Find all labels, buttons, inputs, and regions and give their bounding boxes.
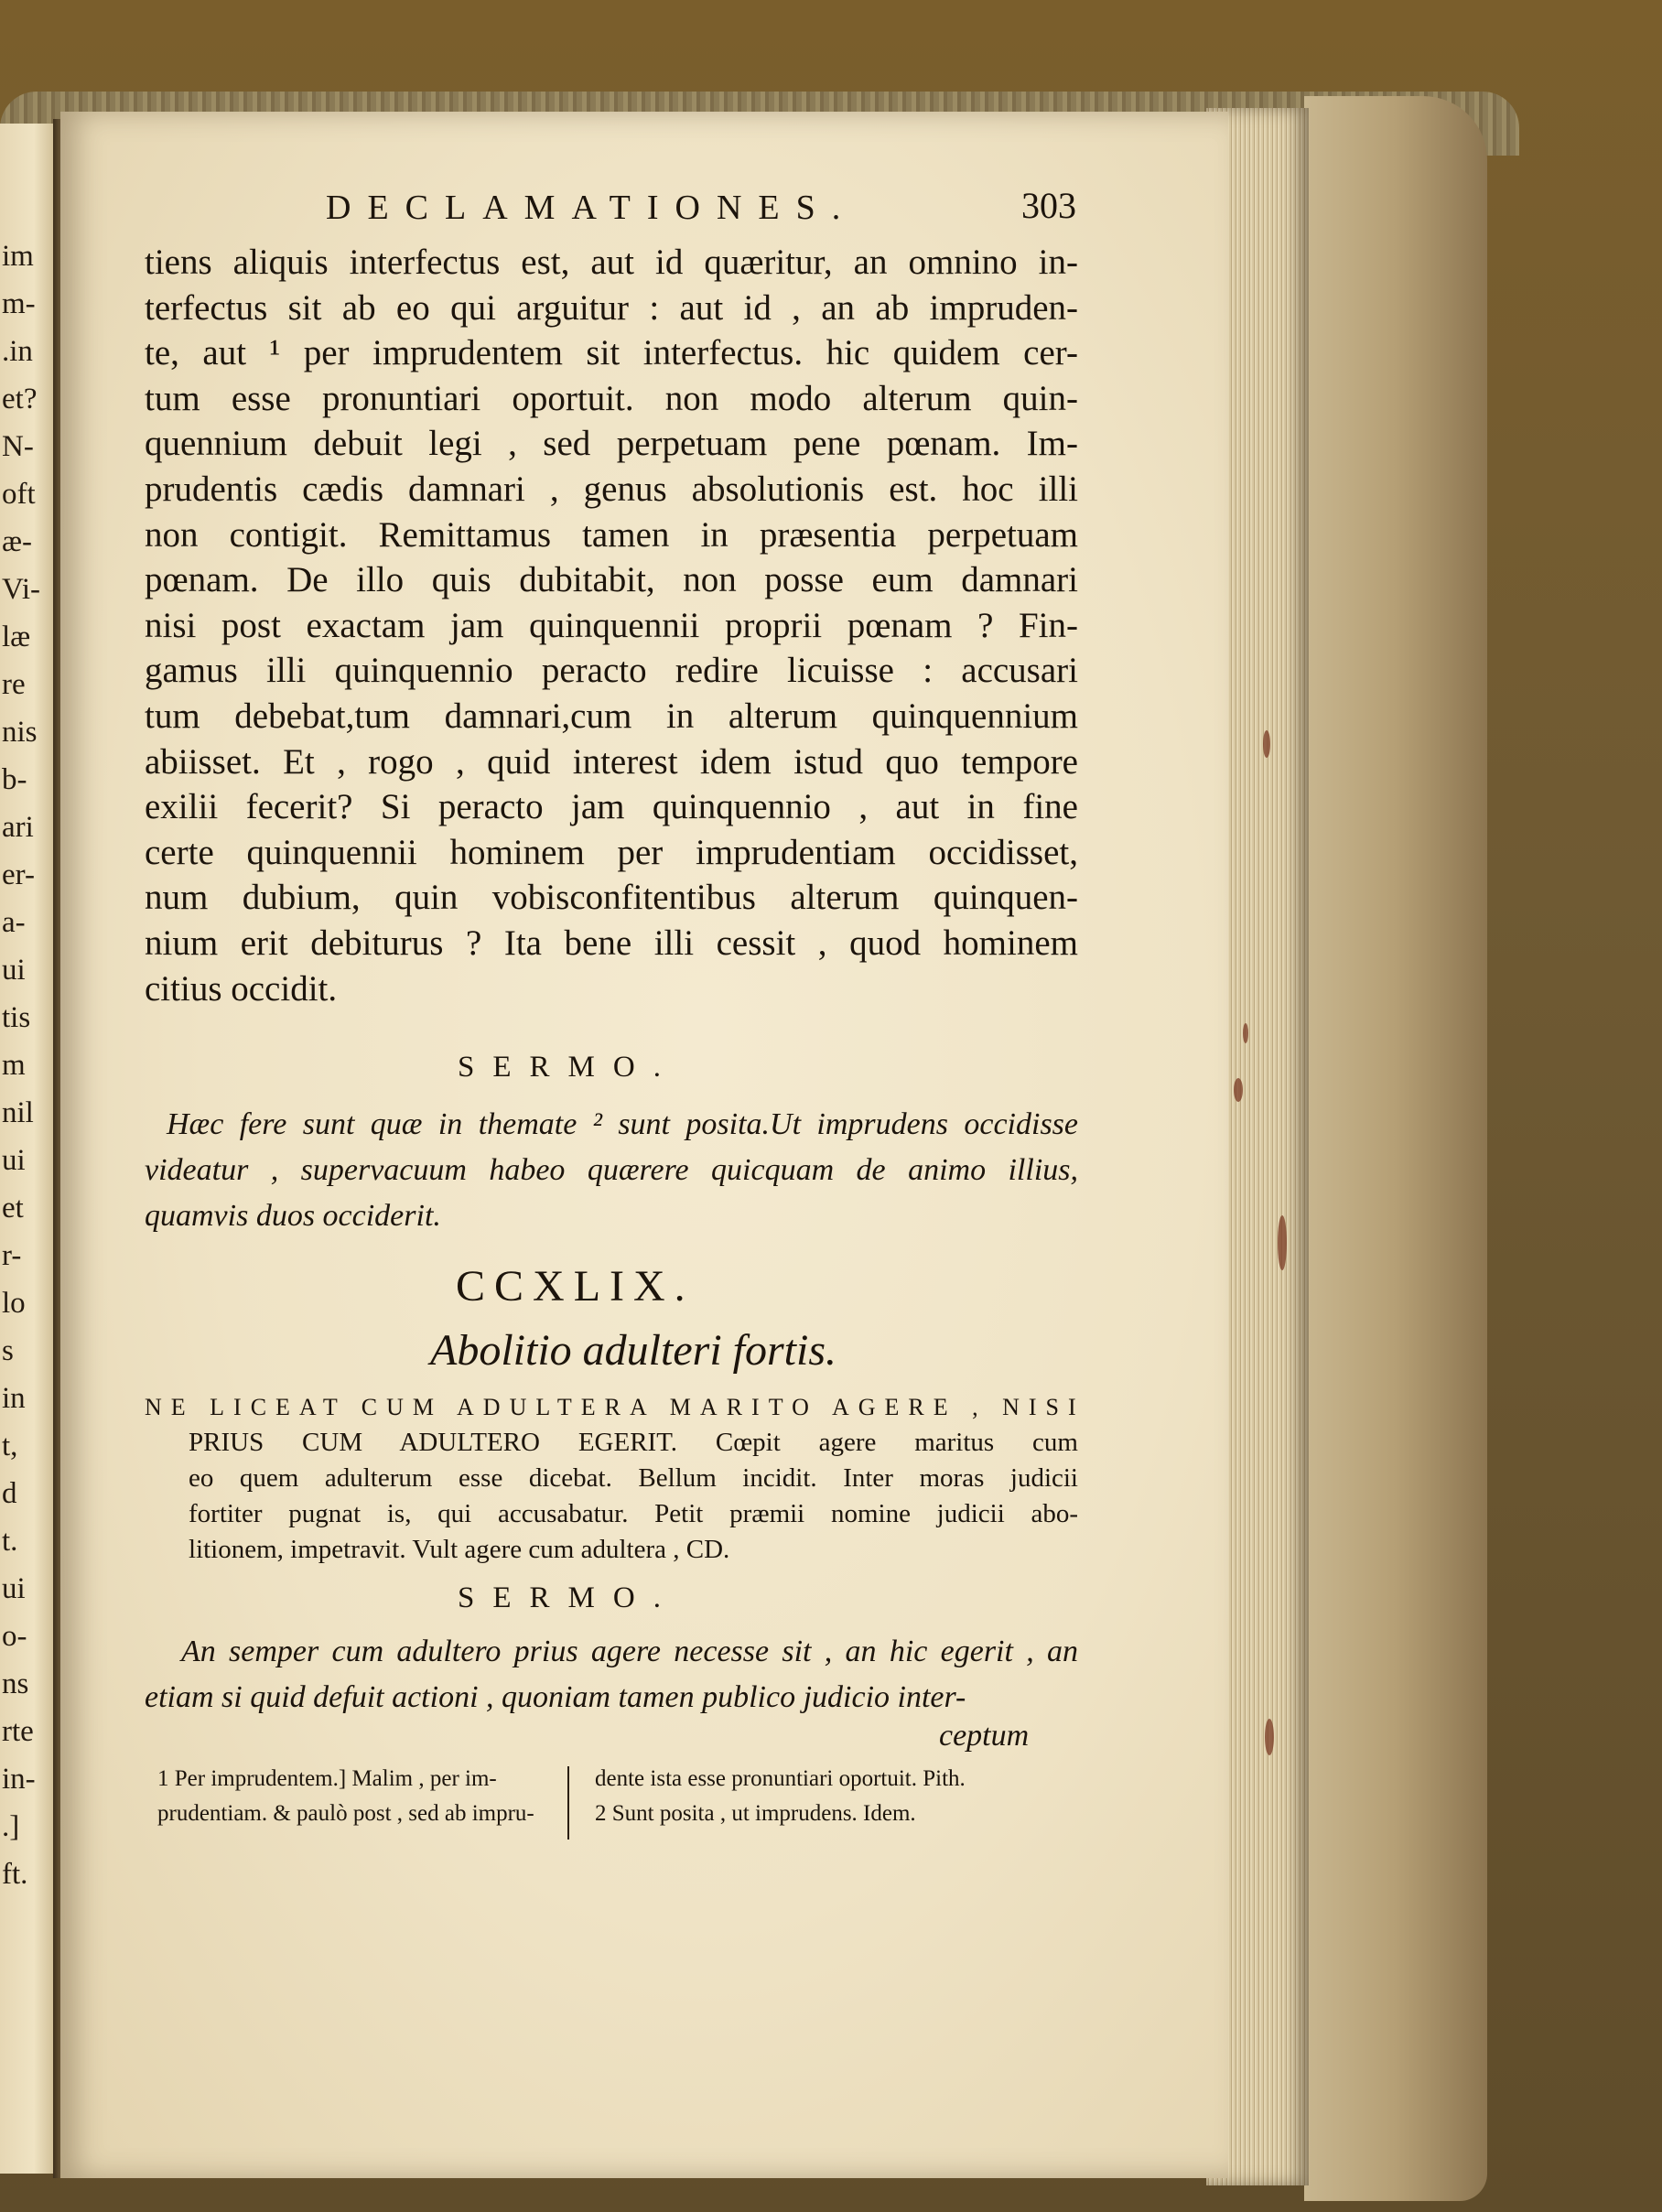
foxing-stain xyxy=(1243,1023,1248,1043)
text-line: tiens aliquis interfectus est, aut id quæritur, an omnino in- xyxy=(145,243,1078,282)
text-line: certe quinquennii hominem per imprudentiam occidisset, xyxy=(145,832,1078,872)
text-line: terfectus sit ab eo qui arguitur : aut id , an ab impruden- xyxy=(145,287,1078,328)
text-line: eo quem adulterum esse dicebat. Bellum incidit. Inter moras judicii xyxy=(189,1463,1078,1493)
footnote-line: 1 Per imprudentem.] Malim , per im- xyxy=(157,1766,497,1791)
page-number: 303 xyxy=(1021,185,1076,226)
text-line: prudentis cædis damnari , genus absolutionis est. hoc illi xyxy=(145,469,1078,509)
previous-page-fragment: et xyxy=(2,1192,24,1225)
previous-page-fragment: ari xyxy=(2,811,34,844)
previous-page-fragment: re xyxy=(2,668,26,701)
previous-page-fragment: rte xyxy=(2,1715,34,1748)
text-line: videatur , supervacuum habeo quærere quicquam de animo illius, xyxy=(145,1153,1078,1187)
previous-page-fragment: Vi- xyxy=(2,573,41,606)
previous-page-fragment: ui xyxy=(2,1572,26,1605)
previous-page-fragment: a- xyxy=(2,906,26,939)
previous-page-fragment: s xyxy=(2,1334,14,1367)
text-line: gamus illi quinquennio peracto redire licuisse : accusari xyxy=(145,651,1078,691)
previous-page-fragment: m xyxy=(2,1049,26,1082)
previous-page-fragment: m- xyxy=(2,287,36,320)
text-line: tum debebat,tum damnari,cum in alterum quinquennium xyxy=(145,696,1078,736)
chapter-number: CCXLIX. xyxy=(456,1262,695,1311)
text-line: num dubium, quin vobisconfitentibus alterum quinquen- xyxy=(145,878,1078,918)
text-line: quennium debuit legi , sed perpetuam pene pœnam. Im- xyxy=(145,424,1078,464)
text-line: PRIUS CUM ADULTERO EGERIT. Cœpit agere maritus cum xyxy=(189,1428,1078,1457)
previous-page-fragment: tis xyxy=(2,1001,31,1034)
text-line: quamvis duos occiderit. xyxy=(145,1199,441,1233)
text-line: Hæc fere sunt quæ in themate ² sunt posita.Ut imprudens occidisse xyxy=(167,1107,1078,1141)
previous-page-fragment: er- xyxy=(2,858,35,891)
text-line: nium erit debiturus ? Ita bene illi cessit , quod hominem xyxy=(145,923,1078,963)
text-line: nisi post exactam jam quinquennii proprii pœnam ? Fin- xyxy=(145,605,1078,645)
previous-page-fragment: oft xyxy=(2,478,36,511)
previous-page-fragment: læ xyxy=(2,620,31,653)
previous-page-fragment: ns xyxy=(2,1667,29,1700)
book-cover-edge xyxy=(1304,96,1487,2201)
previous-page-fragment: ft. xyxy=(2,1858,28,1891)
sermo-heading: SERMO. xyxy=(458,1051,679,1084)
previous-page-fragment: r- xyxy=(2,1239,22,1272)
previous-page-fragment: ui xyxy=(2,1144,26,1177)
previous-page-fragment: im xyxy=(2,240,34,273)
previous-page-fragment: b- xyxy=(2,763,27,796)
text-line: citius occidit. xyxy=(145,968,338,1009)
text-line: fortiter pugnat is, qui accusabatur. Petit præmii nomine judicii abo- xyxy=(189,1499,1078,1528)
previous-page-fragment: .] xyxy=(2,1810,20,1843)
previous-page-fragment: ui xyxy=(2,954,26,987)
running-title: DECLAMATIONES. xyxy=(326,189,858,227)
text-line: NE LICEAT CUM ADULTERA MARITO AGERE , NISI xyxy=(145,1394,1085,1420)
previous-page-fragment: in xyxy=(2,1382,26,1415)
text-line: pœnam. De illo quis dubitabit, non posse eum damnari xyxy=(145,560,1078,600)
text-line: etiam si quid defuit actioni , quoniam tamen publico judicio inter- xyxy=(145,1680,966,1714)
footnote-divider xyxy=(567,1766,569,1840)
body-text xyxy=(145,240,1078,1011)
text-line: tum esse pronuntiari oportuit. non modo alterum quin- xyxy=(145,378,1078,418)
foxing-stain xyxy=(1263,730,1270,758)
text-line: exilii fecerit? Si peracto jam quinquennio , aut in fine xyxy=(145,787,1078,827)
foxing-stain xyxy=(1278,1215,1287,1270)
text-line: An semper cum adultero prius agere necesse sit , an hic egerit , an xyxy=(181,1635,1078,1668)
previous-page-fragment: nis xyxy=(2,716,38,749)
argument-text xyxy=(145,1389,1085,1568)
footnote-line: prudentiam. & paulò post , sed ab impru- xyxy=(157,1801,534,1826)
footnotes-left xyxy=(157,1762,534,1831)
previous-page-fragment: N- xyxy=(2,430,34,463)
previous-page-fragment: lo xyxy=(2,1287,26,1320)
sermo-text-2 xyxy=(145,1629,1078,1721)
sermo-text xyxy=(145,1102,1078,1239)
running-head xyxy=(326,185,1076,233)
previous-page-fragment: o- xyxy=(2,1620,27,1653)
previous-page-fragment: .in xyxy=(2,335,33,368)
previous-page-fragment: d xyxy=(2,1477,17,1510)
footnote-line: 2 Sunt posita , ut imprudens. Idem. xyxy=(595,1801,916,1826)
previous-page-fragment: et? xyxy=(2,383,38,415)
text-line: non contigit. Remittamus tamen in præsentia perpetuam xyxy=(145,514,1078,555)
footnote-line: dente ista esse pronuntiari oportuit. Pith. xyxy=(595,1766,966,1791)
foxing-stain xyxy=(1265,1719,1274,1755)
previous-page-fragment: æ- xyxy=(2,525,32,558)
catchword: ceptum xyxy=(939,1719,1030,1753)
sermo-heading-2: SERMO. xyxy=(458,1581,679,1614)
previous-page-fragment: nil xyxy=(2,1096,34,1129)
previous-page-fragment: t. xyxy=(2,1525,18,1558)
footnotes-right xyxy=(595,1762,966,1831)
text-line: abiisset. Et , rogo , quid interest idem istud quo tempore xyxy=(145,741,1078,782)
chapter-title: Abolitio adulteri fortis. xyxy=(430,1326,837,1375)
text-line: litionem, impetravit. Vult agere cum adultera , CD. xyxy=(189,1535,730,1564)
previous-page-fragment: t, xyxy=(2,1430,18,1462)
text-line: te, aut ¹ per imprudentem sit interfectus. hic quidem cer- xyxy=(145,333,1078,373)
previous-page-fragment: in- xyxy=(2,1763,36,1796)
foxing-stain xyxy=(1234,1078,1243,1102)
